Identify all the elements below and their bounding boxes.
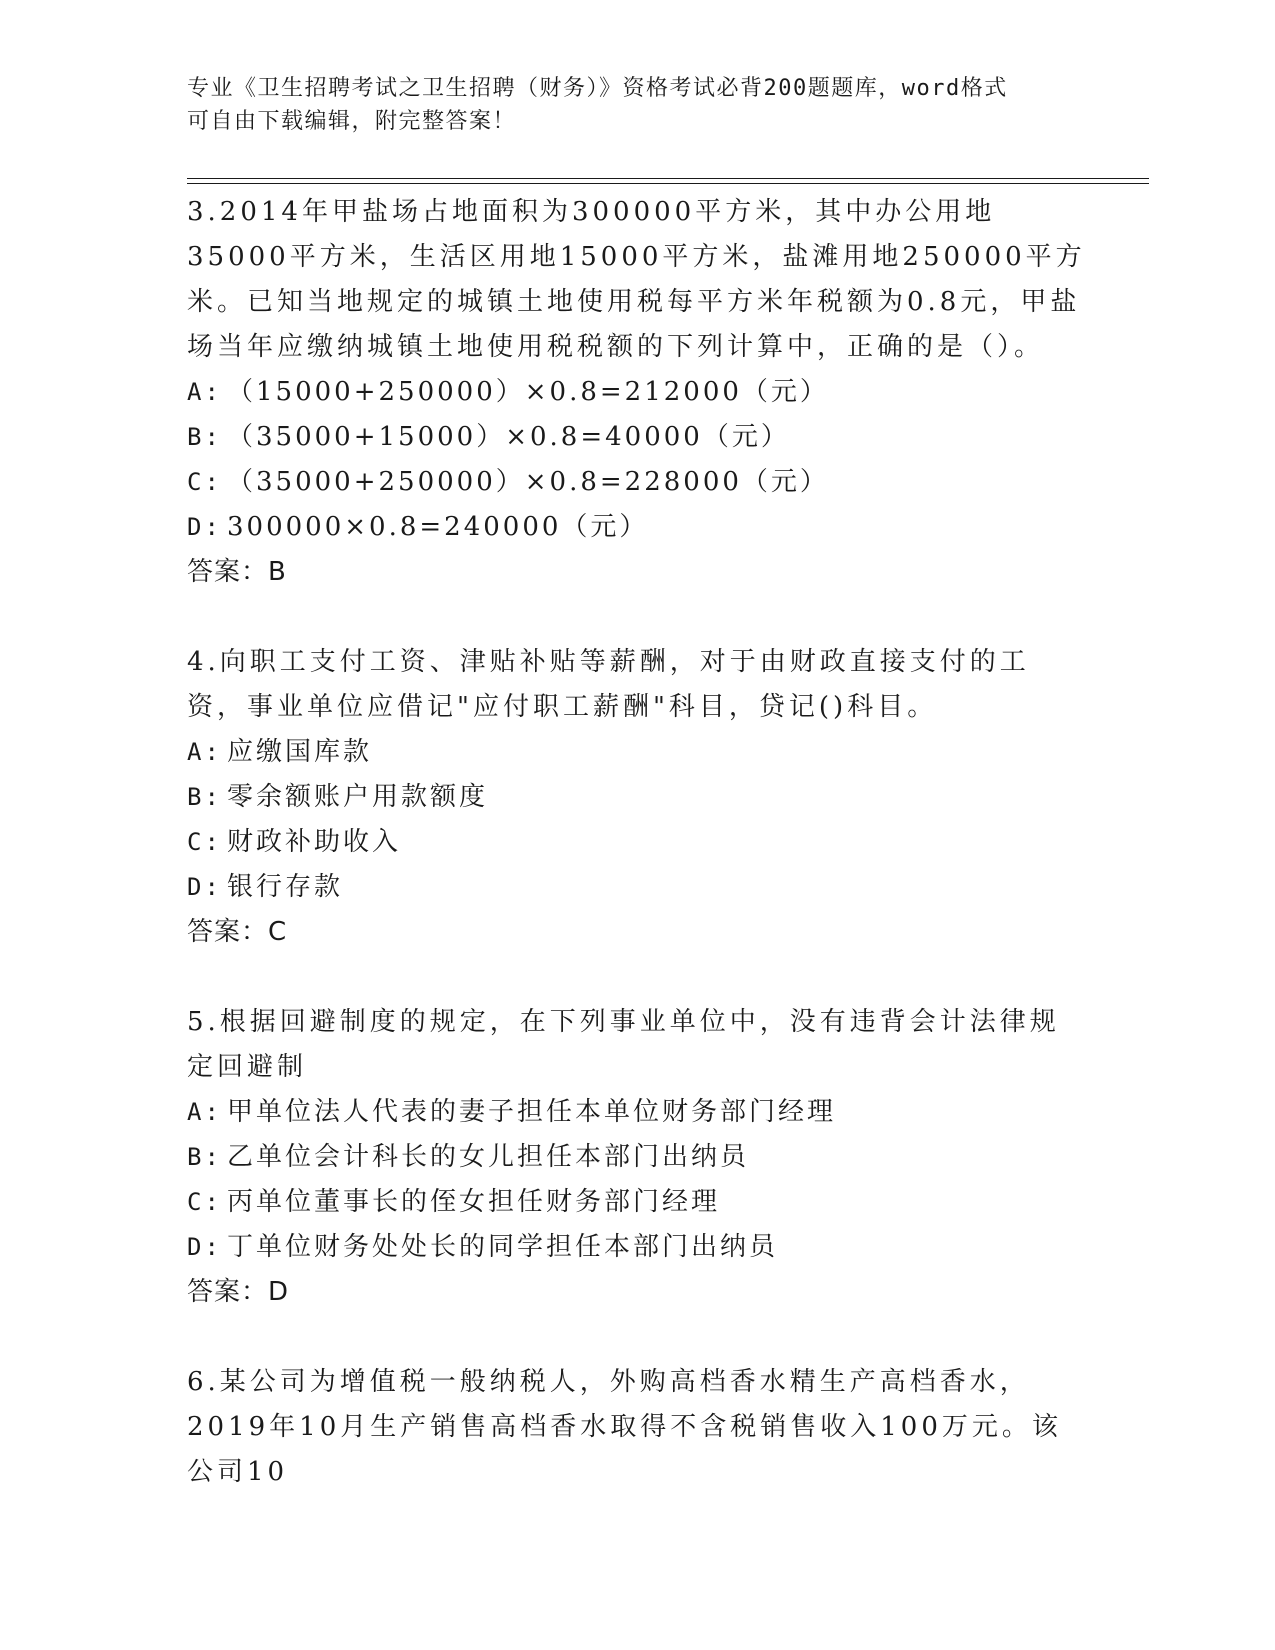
- option-key: B:: [187, 423, 222, 451]
- option-c: [187, 460, 1087, 505]
- header-rule-bottom: [187, 183, 1149, 184]
- option-b: [187, 775, 1087, 820]
- question-text: 5.根据回避制度的规定，在下列事业单位中，没有违背会计法律规定回避制: [187, 1007, 1060, 1082]
- option-c: [187, 820, 1087, 865]
- document-header: [187, 72, 1087, 138]
- option-text: （15000+250000）×0.8=212000（元）: [227, 377, 829, 407]
- option-text: 应缴国库款: [227, 737, 373, 767]
- option-d: [187, 865, 1087, 910]
- option-a: [187, 1090, 1087, 1135]
- question-list: [187, 190, 1087, 1495]
- option-text: 零余额账户用款额度: [227, 782, 489, 812]
- option-d: [187, 505, 1087, 550]
- question-text: 4.向职工支付工资、津贴补贴等薪酬，对于由财政直接支付的工资，事业单位应借记"应付职工薪酬"科目，贷记()科目。: [187, 647, 1030, 722]
- option-key: D:: [187, 873, 222, 901]
- option-text: 300000×0.8=240000（元）: [227, 512, 649, 542]
- answer-label: 答案：B: [187, 557, 287, 587]
- option-c: [187, 1180, 1087, 1225]
- option-a: [187, 730, 1087, 775]
- option-key: D:: [187, 513, 222, 541]
- option-key: B:: [187, 1143, 222, 1171]
- answer-label: 答案：D: [187, 1277, 290, 1307]
- option-text: 财政补助收入: [227, 827, 402, 857]
- header-rule-top: [187, 178, 1149, 179]
- question-text: 3.2014年甲盐场占地面积为300000平方米，其中办公用地35000平方米，生活区用地15000平方米，盐滩用地250000平方米。已知当地规定的城镇土地使用税每平方米年税额为0.8元，甲盐场当年应缴纳城镇土地使用税税额的下列计算中，正确的是（）。: [187, 197, 1086, 362]
- header-line-1: 专业《卫生招聘考试之卫生招聘（财务）》资格考试必背200题题库，word格式: [187, 76, 1008, 101]
- answer-label: 答案：C: [187, 917, 288, 947]
- question-6: [187, 1360, 1087, 1495]
- option-key: C:: [187, 828, 222, 856]
- option-key: A:: [187, 738, 222, 766]
- option-key: B:: [187, 783, 222, 811]
- option-text: 乙单位会计科长的女儿担任本部门出纳员: [227, 1142, 750, 1172]
- option-d: [187, 1225, 1087, 1270]
- option-text: （35000+250000）×0.8=228000（元）: [227, 467, 829, 497]
- option-text: 甲单位法人代表的妻子担任本单位财务部门经理: [227, 1097, 837, 1127]
- option-text: （35000+15000）×0.8=40000（元）: [227, 422, 790, 452]
- option-key: D:: [187, 1233, 222, 1261]
- option-b: [187, 1135, 1087, 1180]
- question-text: 6.某公司为增值税一般纳税人，外购高档香水精生产高档香水，2019年10月生产销售高档香水取得不含税销售收入100万元。该公司10: [187, 1367, 1062, 1487]
- option-text: 银行存款: [227, 872, 344, 902]
- option-a: [187, 370, 1087, 415]
- option-key: A:: [187, 1098, 222, 1126]
- question-4: [187, 640, 1087, 955]
- option-key: A:: [187, 378, 222, 406]
- option-b: [187, 415, 1087, 460]
- option-text: 丁单位财务处处长的同学担任本部门出纳员: [227, 1232, 779, 1262]
- question-3: [187, 190, 1087, 595]
- option-key: C:: [187, 468, 222, 496]
- header-line-2: 可自由下载编辑，附完整答案！: [187, 109, 517, 134]
- option-text: 丙单位董事长的侄女担任财务部门经理: [227, 1187, 721, 1217]
- option-key: C:: [187, 1188, 222, 1216]
- question-5: [187, 1000, 1087, 1315]
